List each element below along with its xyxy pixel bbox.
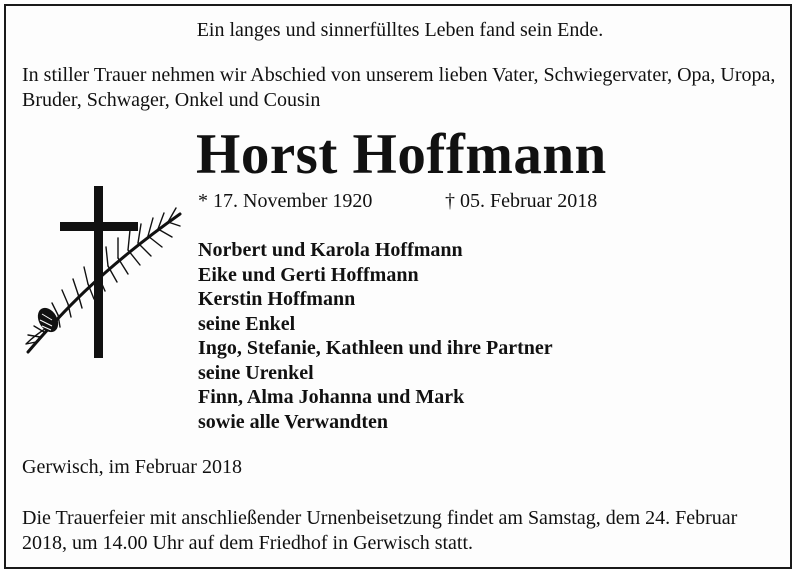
mourner-line: Eike und Gerti Hoffmann — [198, 263, 419, 286]
intro-line: Ein langes und sinnerfülltes Leben fand sein Ende. — [196, 19, 604, 41]
service-info: Die Trauerfeier mit anschließender Urnenbeisetzung findet am Samstag, dem 24. Februar 2018, um 14.00 Uhr auf dem Friedhof in Gerwisch statt. — [22, 507, 738, 554]
mourner-line: Norbert und Karola Hoffmann — [198, 239, 463, 261]
farewell-text: In stiller Trauer nehmen wir Abschied von unserem lieben Vater, Schwiegervater, Opa, Uropa, Bruder, Schwager, Onkel und Cousin — [22, 64, 776, 111]
mourner-line: seine Urenkel — [198, 361, 314, 384]
cross-with-pine-branch-icon — [18, 182, 188, 367]
deceased-name: Horst Hoffmann — [196, 123, 607, 186]
place-date: Gerwisch, im Februar 2018 — [22, 456, 242, 478]
mourner-line: Ingo, Stefanie, Kathleen und ihre Partner — [198, 337, 553, 359]
mourner-line: Finn, Alma Johanna und Mark — [198, 386, 465, 408]
death-date: † 05. Februar 2018 — [445, 190, 598, 212]
birth-date: * 17. November 1920 — [198, 190, 373, 212]
mourner-line: Kerstin Hoffmann — [198, 288, 356, 310]
mourner-line: sowie alle Verwandten — [198, 410, 388, 433]
mourners-list — [198, 238, 553, 434]
mourner-line: seine Enkel — [198, 312, 296, 335]
